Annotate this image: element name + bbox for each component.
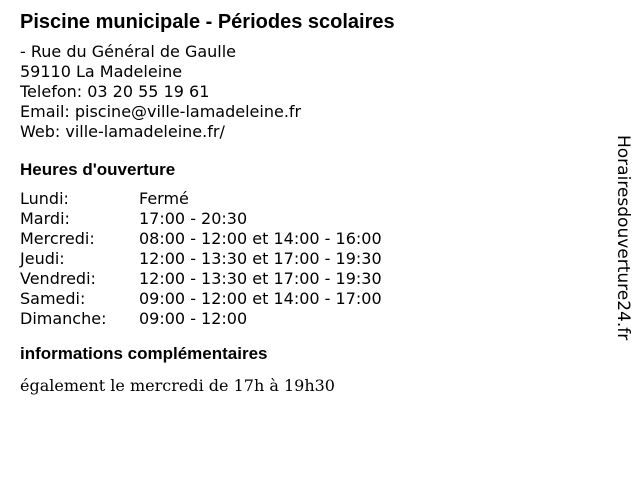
- address-city: 59110 La Madeleine: [20, 62, 183, 81]
- hours-day: Mardi:: [20, 209, 70, 228]
- hours-time: Fermé: [139, 189, 189, 208]
- hours-row-sunday: [20, 309, 600, 329]
- hours-day: Lundi:: [20, 189, 69, 208]
- hours-heading: Heures d'ouverture: [20, 160, 176, 179]
- address-phone: Telefon: 03 20 55 19 61: [20, 82, 210, 101]
- hours-time: 17:00 - 20:30: [139, 209, 248, 228]
- hours-day: Jeudi:: [20, 249, 65, 268]
- hours-row-thursday: [20, 249, 600, 269]
- hours-row-friday: [20, 269, 600, 289]
- hours-time: 12:00 - 13:30 et 17:00 - 19:30: [139, 249, 382, 268]
- hours-row-wednesday: [20, 229, 600, 249]
- hours-table: [20, 189, 600, 329]
- hours-time: 09:00 - 12:00: [139, 309, 248, 328]
- hours-row-tuesday: [20, 209, 600, 229]
- hours-row-saturday: [20, 289, 600, 309]
- hours-day: Mercredi:: [20, 229, 95, 248]
- address-block: [20, 42, 600, 142]
- address-email: Email: piscine@ville-lamadeleine.fr: [20, 102, 302, 121]
- hours-time: 08:00 - 12:00 et 14:00 - 16:00: [139, 229, 382, 248]
- hours-day: Vendredi:: [20, 269, 96, 288]
- hours-day: Dimanche:: [20, 309, 107, 328]
- info-text: également le mercredi de 17h à 19h30: [20, 376, 335, 395]
- hours-time: 09:00 - 12:00 et 14:00 - 17:00: [139, 289, 382, 308]
- address-street: - Rue du Général de Gaulle: [20, 42, 237, 61]
- info-heading: informations complémentaires: [20, 344, 268, 363]
- page-title: Piscine municipale - Périodes scolaires: [20, 11, 395, 33]
- site-watermark: Horairesdouverture24.fr: [613, 135, 633, 341]
- hours-row-monday: [20, 189, 600, 209]
- opening-hours-card: [20, 10, 600, 396]
- hours-time: 12:00 - 13:30 et 17:00 - 19:30: [139, 269, 382, 288]
- hours-day: Samedi:: [20, 289, 86, 308]
- address-web: Web: ville-lamadeleine.fr/: [20, 122, 225, 141]
